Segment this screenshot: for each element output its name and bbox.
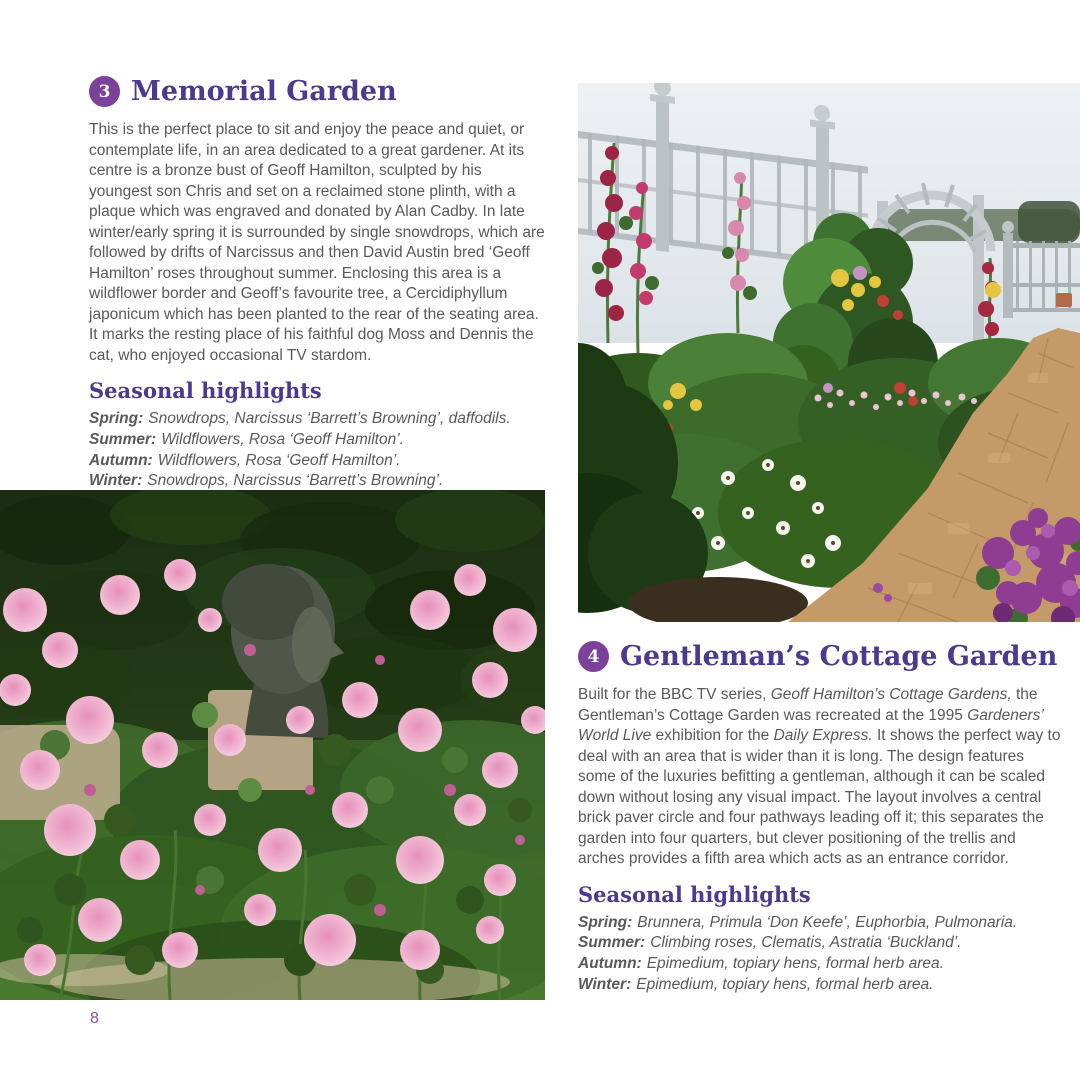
highlight-text: Wildflowers, Rosa ‘Geoff Hamilton’. [161,430,404,448]
cottage-garden-heading [578,641,1062,672]
highlight-text: Epimedium, topiary hens, formal herb area. [646,955,944,973]
highlight-label: Spring: [578,913,633,931]
highlight-label: Autumn: [578,955,642,973]
memorial-garden-photo-art [0,490,545,1000]
highlight-spring [578,913,1062,934]
highlight-autumn [89,451,547,472]
section-body: Built for the BBC TV series, Geoff Hamilton’s Cottage Gardens, the Gentleman’s Cottage Garden was recreated at the 1995 Gardeners’ World Live exhibition for the Daily Express. It shows the perfect way to deal with an area that is wider than it is long. The design features some of the luxuries befitting a gentleman, although it can be scaled down without losing any visual impact. The layout involves a central brick paver circle and four pathways leading off it; this separates the garden into four quarters, but clever positioning of the trellis and arches provides a fifth area which acts as an entrance corridor. [578,686,1061,867]
section-number-badge: 3 [89,76,120,107]
seasonal-highlights-list [578,913,1062,996]
seasonal-highlights-heading: Seasonal highlights [89,378,322,403]
cottage-garden-photo [578,83,1080,622]
highlight-autumn [578,954,1062,975]
page-number: 8 [90,1010,99,1027]
highlight-winter [578,975,1062,996]
highlight-label: Summer: [89,430,157,448]
highlight-label: Spring: [89,410,144,427]
section-cottage-garden [578,641,1062,996]
seasonal-highlights-list [89,409,547,492]
section-number-badge: 4 [578,641,609,672]
highlight-text: Brunnera, Primula ‘Don Keefe’, Euphorbia, Pulmonaria. [637,913,1018,931]
memorial-garden-photo [0,490,545,1000]
highlight-spring [89,409,547,430]
section-memorial-garden [89,76,547,492]
memorial-garden-heading [89,76,547,107]
highlight-label: Winter: [89,472,143,490]
highlight-text: Climbing roses, Clematis, Astratia ‘Buckland’. [650,934,962,952]
highlight-label: Winter: [578,975,632,993]
highlight-text: Epimedium, topiary hens, formal herb area. [636,975,934,993]
distant-trees [1018,201,1080,243]
highlight-text: Wildflowers, Rosa ‘Geoff Hamilton’. [157,451,401,469]
highlight-label: Summer: [578,934,646,952]
highlight-summer [89,430,547,451]
terracotta-pot [1056,293,1072,307]
highlight-label: Autumn: [89,451,153,469]
highlight-summer [578,933,1062,954]
seasonal-highlights-heading: Seasonal highlights [578,881,811,907]
section-body: This is the perfect place to sit and enjoy the peace and quiet, or contemplate life, in an area dedicated to a great gardener. At its centre is a bronze bust of Geoff Hamilton, sculpted by his youngest son Chris and set on a reclaimed stone plinth, with a plaque which was engraved and donated by Alan Cadby. In late winter/early spring it is surrounded by single snowdrops, which are followed by drifts of Narcissus and then David Austin bred ‘Geoff Hamilton’ roses throughout summer. Enclosing this area is a wildflower border and Geoff’s favourite tree, a Cercidiphyllum japonicum which has been planted to the rear of the seating area. It marks the resting place of his faithful dog Moss and Dennis the cat, who enjoyed occasional TV stardom. [89,121,545,364]
highlight-text: Snowdrops, Narcissus ‘Barrett’s Browning’, daffodils. [148,410,511,427]
section-title: Memorial Garden [131,76,397,107]
section-title: Gentleman’s Cottage Garden [620,641,1058,672]
cottage-garden-photo-art [578,83,1080,622]
highlight-text: Snowdrops, Narcissus ‘Barrett’s Browning’. [147,472,444,490]
